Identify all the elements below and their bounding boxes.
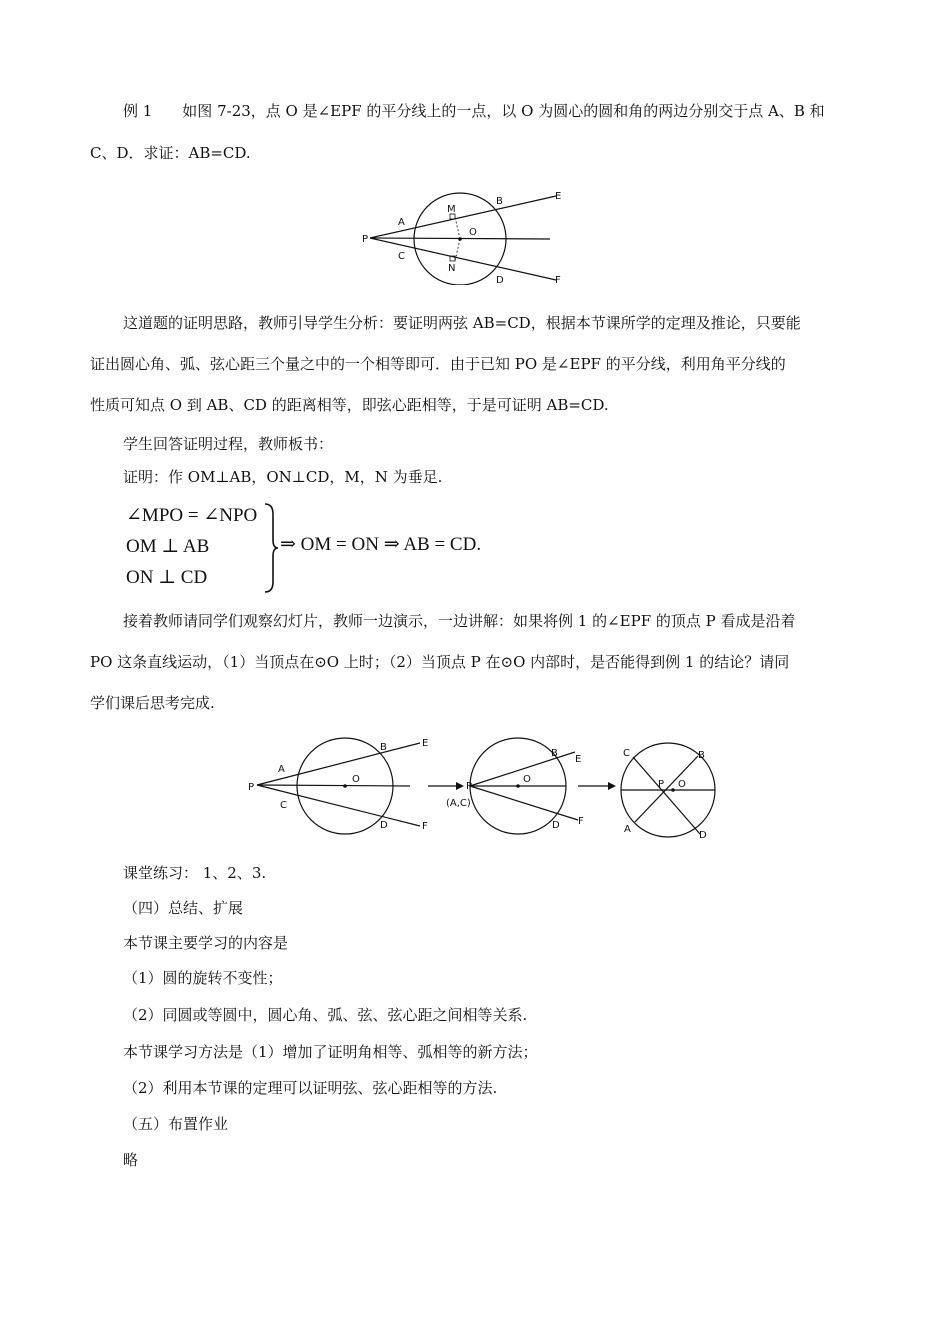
method-line-1: 本节课学习方法是（1）增加了证明角相等、弧相等的新方法； [123,1043,538,1061]
proof-formula [126,500,506,596]
fig2-label-p3: P [658,779,665,790]
center-dot [458,237,462,241]
student-line: 学生回答证明过程，教师板书： [123,435,334,453]
right-brace [263,502,279,594]
section-4-heading: （四）总结、扩展 [123,899,244,917]
fig2-label-d1: D [380,820,388,831]
proof-intro: 证明：作 OM⊥AB，ON⊥CD，M，N 为垂足. [123,468,443,486]
slides-line-2: PO 这条直线运动，（1）当顶点在⊙O 上时；（2）当顶点 P 在⊙O 内部时，是否能得到例 1 的结论？请同 [90,653,790,671]
formula-line-3: ON ⊥ CD [126,567,208,588]
fig2-label-d3: D [699,830,707,841]
summary-item-1: （1）圆的旋转不变性； [123,969,283,987]
homework-text: 略 [123,1151,139,1169]
label-b: B [496,196,503,207]
analysis-line-2: 证出圆心角、弧、弦心距三个量之中的一个相等即可．由于已知 PO 是∠EPF 的平分线，利用角平分线的 [90,355,786,373]
section-5-heading: （五）布置作业 [123,1115,229,1133]
fig2-label-ac: (A,C) [446,798,471,809]
analysis-line-3: 性质可知点 O 到 AB、CD 的距离相等，即弦心距相等，于是可证明 AB=CD. [90,396,609,414]
fig2-label-p2: P [466,781,473,792]
fig2-label-d2: D [552,820,560,831]
figure-7-23 [360,185,570,285]
fig2-label-c3: C [623,748,630,759]
slides-line-1: 接着教师请同学们观察幻灯片，教师一边演示，一边讲解：如果将例 1 的∠EPF 的顶点 P 看成是沿着 [123,612,796,630]
analysis-line-1: 这道题的证明思路，教师引导学生分析：要证明两弦 AB=CD，根据本节课所学的定理及推论，只要能 [123,314,801,332]
slides-line-3: 学们课后思考完成. [90,694,215,712]
fig2-label-p1: P [248,782,255,793]
fig2-label-e1: E [422,738,429,749]
example-line-1: 例 1 如图 7-23，点 O 是∠EPF 的平分线上的一点，以 O 为圆心的圆和角的两边分别交于点 A、B 和 [123,102,825,120]
method-line-2: （2）利用本节课的定理可以证明弦、弦心距相等的方法. [123,1079,498,1097]
summary-intro: 本节课主要学习的内容是 [123,934,289,952]
label-o: O [469,227,477,238]
fig2-label-o1: O [352,774,360,785]
practice-line: 课堂练习： 1、2、3. [123,864,267,882]
segment-om [455,217,460,239]
fig2-label-b3: B [698,750,705,761]
fig2-label-f2: F [578,816,584,827]
label-m: M [447,204,456,215]
fig2-label-o2: O [523,774,531,785]
fig2-label-c1: C [280,800,287,811]
fig2-label-a3: A [624,824,631,835]
fig2-label-o3: O [678,779,686,790]
fig2-label-b1: B [380,742,387,753]
label-n: N [448,263,456,274]
label-d: D [496,275,504,285]
fig2-label-f1: F [422,821,428,832]
fig2-label-e2: E [575,754,582,765]
example-line-2: C、D．求证：AB=CD. [90,144,251,162]
figure-vertex-motion [240,730,730,845]
label-c: C [398,251,405,262]
label-a: A [398,217,405,228]
formula-conclusion: ⇒ OM = ON ⇒ AB = CD. [280,534,482,555]
label-f: F [555,275,561,285]
formula-line-1: ∠MPO = ∠NPO [126,505,258,526]
label-e: E [555,191,562,202]
fig2-label-a1: A [278,764,285,775]
summary-item-2: （2）同圆或等圆中，圆心角、弧、弦、弦心距之间相等关系. [123,1006,528,1024]
label-p: P [362,234,369,245]
formula-line-2: OM ⊥ AB [126,536,210,557]
fig2-label-b2: B [551,748,558,759]
